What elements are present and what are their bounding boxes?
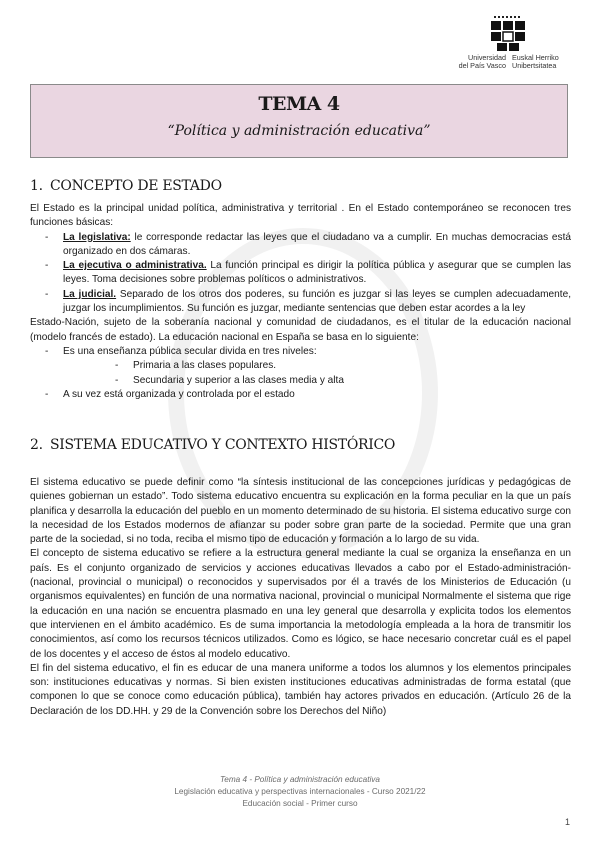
section-1-body (30, 202, 571, 402)
list-item (30, 288, 571, 317)
logo-text-basque: Euskal Herriko Unibertsitatea (512, 53, 559, 70)
levels-list (63, 359, 571, 388)
section-number: 1. (30, 178, 43, 194)
title-box (30, 84, 568, 158)
functions-list (30, 231, 571, 317)
logo-text-spanish: Universidad del País Vasco (458, 53, 506, 70)
list-item-text: Es una enseñanza pública secular divida en tres niveles: (63, 345, 317, 357)
list-item (30, 345, 571, 388)
section-title: CONCEPTO DE ESTADO (50, 178, 222, 194)
paragraph: Estado-Nación, sujeto de la soberanía nacional y comunidad de ciudadanos, es el titular de la educación nacional (modelo francés de estado). La educación nacional en España se basa en lo siguiente: (30, 317, 571, 343)
paragraph: El sistema educativo se puede definir como “la síntesis institucional de las concepciones jurídicas y pedagógicas de quienes gobiernan un estado”. Todo sistema educativo encuentra su explicación en la forma peculiar en la que un país planifica y desarrolla la educación del pueblo en un momento determinado de su historia. El sistema educativo surge con la necesidad de los Estados modernos de afianzar su poder sobre gran parte de la sociedad. Permite que una gran parte de la sociedad, si no toda, reciba el mismo tipo de educación y formación a lo largo de su vida. (30, 477, 571, 546)
list-item (30, 231, 571, 260)
section-heading-sistema-educativo (30, 437, 395, 453)
sub-list-item: - Primaria a las clases populares. (63, 359, 571, 373)
document-subtitle: “Política y administración educativa” (167, 123, 431, 139)
section-heading-concepto-de-estado (30, 178, 222, 194)
section-number: 2. (30, 437, 43, 453)
term-text: le corresponde redactar las leyes que el ciudadano va a cumplir. En muchas democracias está organizado en dos cámaras. (63, 231, 571, 257)
section-2-body (30, 476, 571, 719)
footer-course: Legislación educativa y perspectivas internacionales - Curso 2021/22 (174, 787, 426, 796)
sub-list-item: - Secundaria y superior a las clases media y alta (63, 374, 571, 388)
document-title: TEMA 4 (258, 93, 340, 115)
footer-program: Educación social - Primer curso (242, 799, 358, 808)
term-text: Separado de los otros dos poderes, su función es juzgar si las leyes se cumplen adecuadamente, juzgar los incumplimientos. Su función es juzgar, mediante sentencias que deben estar acordes a la ley (63, 288, 571, 315)
paragraph: El Estado es la principal unidad política, administrativa y territorial . En el Estado contemporáneo se reconocen tres funciones básicas: (30, 203, 571, 229)
section-title: SISTEMA EDUCATIVO Y CONTEXTO HISTÓRICO (50, 437, 396, 453)
term-label: La legislativa: (63, 231, 131, 243)
points-list (30, 345, 571, 402)
page-footer (0, 774, 600, 810)
paragraph: El fin del sistema educativo, el fin es educar de una manera uniforme a todos los alumnos y los elementos principales son: instituciones educativas y normas. Si bien existen instituciones educativas administradas de forma estatal (que componen lo que se conoce como educación pública), también hay actores privados en educación. (Artículo 26 de la Declaración de los DD.HH. y 29 de la Convención sobre los Derechos del Niño) (30, 662, 571, 717)
page-number: 1 (565, 817, 571, 827)
university-logo-icon (488, 16, 528, 52)
university-logo (446, 16, 576, 76)
paragraph: El concepto de sistema educativo se refiere a la estructura general mediante la cual se organiza la enseñanza en un país. Es el conjunto organizado de servicios y acciones educativas llevados a cabo por el Estado-administración- (nacional, provincial o municipal) o reconocidos y supervisados por él a través de los Ministerios de Educación (u organismos equivalentes) en función de una normativa nacional, provincial o municipal Normalmente el sistema que rige la educación en una nación se encuentra plasmado en una ley general que desarrolla y explicita todos los elementos que intervienen en el ámbito académico. Es de suma importancia la metodología empleada a la hora de transmitir los conocimientos, así como los recursos técnicos utilizados. Como es lógico, se hace necesario concretar cuál es el papel de los docentes y el acceso de éstos al modelo educativo. (30, 548, 571, 660)
term-label: La ejecutiva o administrativa. (63, 260, 207, 272)
footer-topic: Tema 4 - Política y administración educativa (220, 775, 380, 784)
term-label: La judicial. (63, 288, 117, 300)
list-item: - A su vez está organizada y controlada por el estado (30, 388, 571, 402)
term-text: La función principal es dirigir la política pública y asegurar que se cumplen las leyes. Toma decisiones sobre problemas políticos o administrativos. (63, 260, 571, 286)
list-item (30, 259, 571, 288)
